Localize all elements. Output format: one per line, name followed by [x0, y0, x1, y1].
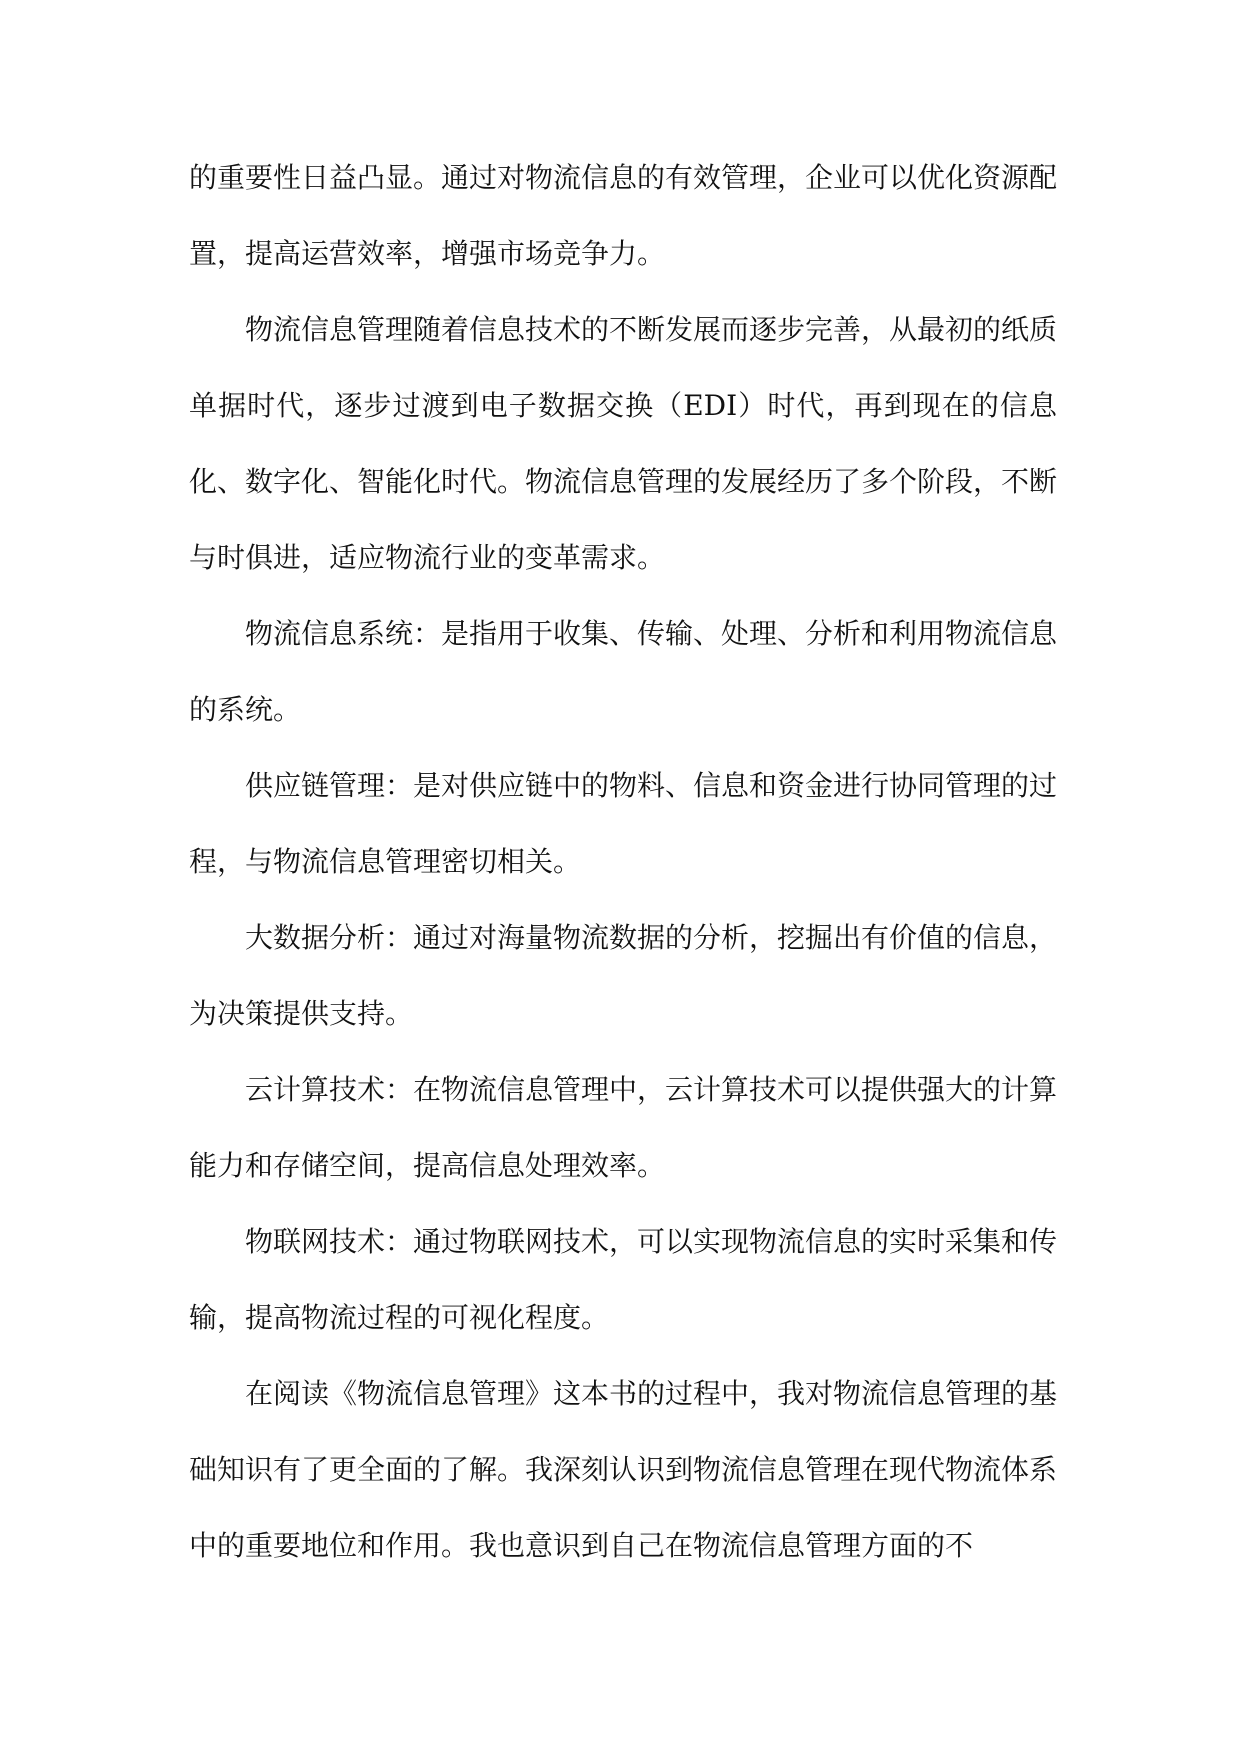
paragraph-internet-of-things: 物联网技术：通过物联网技术，可以实现物流信息的实时采集和传输，提高物流过程的可视化程度。 — [189, 1225, 1058, 1334]
paragraph-development-history: 物流信息管理随着信息技术的不断发展而逐步完善，从最初的纸质单据时代，逐步过渡到电子数据交换（EDI）时代，再到现在的信息化、数字化、智能化时代。物流信息管理的发展经历了多个阶段，不断与时俱进，适应物流行业的变革需求。 — [189, 313, 1058, 574]
document-body — [189, 140, 1057, 1584]
paragraph-logistics-information-system: 物流信息系统：是指用于收集、传输、处理、分析和利用物流信息的系统。 — [189, 617, 1058, 726]
paragraph-cloud-computing: 云计算技术：在物流信息管理中，云计算技术可以提供强大的计算能力和存储空间，提高信息处理效率。 — [189, 1073, 1058, 1182]
paragraph-reading-reflection: 在阅读《物流信息管理》这本书的过程中，我对物流信息管理的基础知识有了更全面的了解。我深刻认识到物流信息管理在现代物流体系中的重要地位和作用。我也意识到自己在物流信息管理方面的不 — [189, 1377, 1058, 1562]
paragraph-continuation: 的重要性日益凸显。通过对物流信息的有效管理，企业可以优化资源配置，提高运营效率，增强市场竞争力。 — [189, 161, 1058, 270]
paragraph-supply-chain-management: 供应链管理：是对供应链中的物料、信息和资金进行协同管理的过程，与物流信息管理密切相关。 — [189, 769, 1058, 878]
paragraph-big-data-analysis: 大数据分析：通过对海量物流数据的分析，挖掘出有价值的信息，为决策提供支持。 — [189, 921, 1058, 1030]
